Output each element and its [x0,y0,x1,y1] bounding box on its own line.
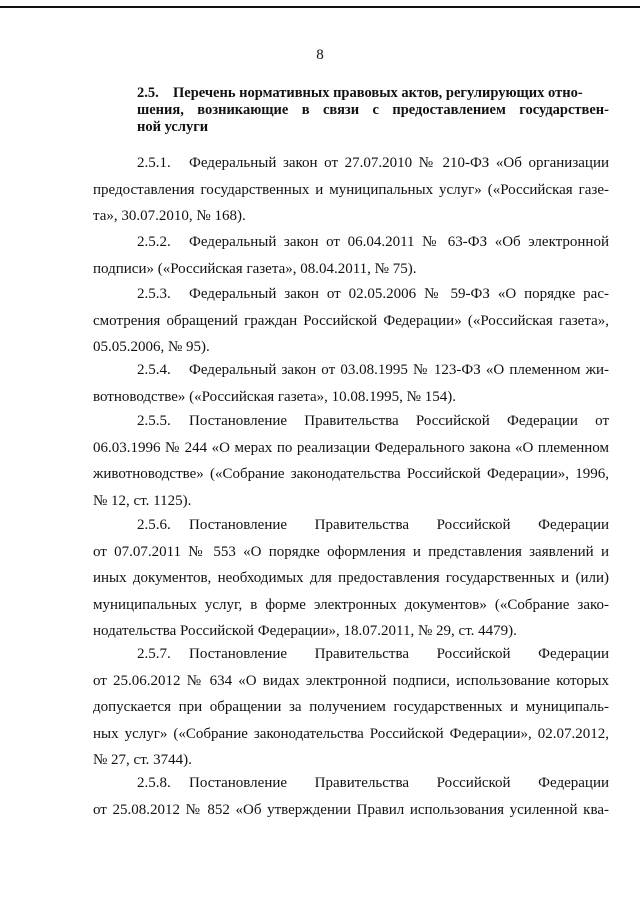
heading-line: шения, возникающие в связи с предоставлением государствен- [137,102,609,118]
item-number: 2.5.8. [137,775,171,791]
list-item [93,150,609,230]
item-line: 05.05.2006, № 95). [93,339,210,355]
page-number: 8 [316,47,324,63]
section-heading [137,85,609,136]
item-line: смотрения обращений граждан Российской Федерации» («Российская газета», [93,312,609,329]
item-line: № 27, ст. 3744). [93,752,192,768]
item-line: 06.03.1996 № 244 «О мерах по реализации Федерального закона «О племенном [93,439,609,456]
item-number: 2.5.7. [137,646,171,662]
item-line: ных услуг» («Собрание законодательства Российской Федерации», 02.07.2012, [93,725,609,742]
item-number: 2.5.5. [137,413,171,429]
item-line: от 07.07.2011 № 553 «О порядке оформления и представления заявлений и [93,543,609,560]
item-number: 2.5.3. [137,286,171,302]
heading-line: ной услуги [137,119,209,135]
item-line: та», 30.07.2010, № 168). [93,208,246,224]
item-line: подписи» («Российская газета», 08.04.2011, № 75). [93,260,417,277]
section-number: 2.5. [137,85,159,101]
item-line: предоставления государственных и муниципальных услуг» («Российская газе- [93,181,609,198]
item-first-line: Постановление Правительства Российской Федерации [189,775,609,791]
item-line: муниципальных услуг, в форме электронных документов» («Собрание зако- [93,596,609,613]
item-first-line: Федеральный закон от 06.04.2011 № 63-ФЗ «Об электронной [189,234,609,250]
list-item [93,408,609,514]
item-line: нодательства Российской Федерации», 18.07.2011, № 29, ст. 4479). [93,623,517,639]
item-number: 2.5.4. [137,362,171,378]
heading-line: Перечень нормативных правовых актов, регулирующих отно- [173,85,583,101]
list-item [93,229,609,282]
list-item [93,512,609,645]
item-first-line: Постановление Правительства Российской Федерации [189,646,609,662]
item-first-line: Федеральный закон от 03.08.1995 № 123-ФЗ «О племенном жи- [189,362,609,378]
item-first-line: Федеральный закон от 27.07.2010 № 210-ФЗ «Об организации [189,155,609,171]
item-first-line: Постановление Правительства Российской Федерации [189,517,609,533]
list-item [93,770,609,823]
item-number: 2.5.2. [137,234,171,250]
item-line: вотноводстве» («Российская газета», 10.08.1995, № 154). [93,388,456,405]
item-first-line: Федеральный закон от 02.05.2006 № 59-ФЗ «О порядке рас- [189,286,609,302]
item-first-line: Постановление Правительства Российской Федерации от [189,413,609,429]
item-line: допускается при обращении за получением государственных и муниципаль- [93,699,609,715]
item-line: от 25.08.2012 № 852 «Об утверждении Правил использования усиленной ква- [93,801,609,818]
item-number: 2.5.1. [137,155,171,171]
item-number: 2.5.6. [137,517,171,533]
list-item [93,357,609,410]
item-line: от 25.06.2012 № 634 «О видах электронной подписи, использование которых [93,672,609,689]
item-line: животноводстве» («Собрание законодательства Российской Федерации», 1996, [93,466,609,482]
list-item [93,281,609,361]
top-border-line [0,6,640,8]
list-item [93,641,609,774]
item-line: № 12, ст. 1125). [93,492,192,509]
item-line: иных документов, необходимых для предоставления государственных и (или) [93,570,609,586]
